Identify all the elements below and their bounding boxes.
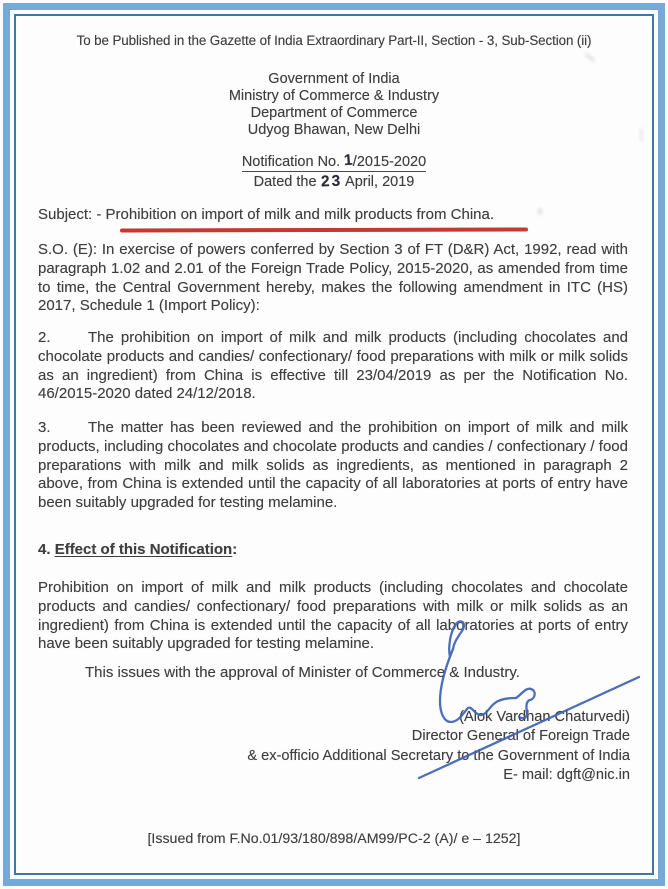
- gazette-publish-line: To be Published in the Gazette of India Extraordinary Part-II, Section - 3, Sub-Section (ii): [76, 33, 592, 48]
- red-hand-underline: [120, 227, 528, 232]
- section-4-heading: 4. Effect of this Notification:: [38, 541, 238, 558]
- scan-smudge: [640, 128, 643, 142]
- paragraph-3-text: The matter has been reviewed and the prohibition on import of milk and milk products, including chocolates and chocolate products and candies / confectionary / food preparations with milk and milk solids as ingredients, as mentioned in paragraph 2 above, from China is extended until the capacity of all laboratories at ports of entry have been suitably upgraded for testing melamine.: [38, 419, 628, 512]
- paragraph-3: [38, 419, 628, 513]
- subject-label: Subject: -: [38, 206, 106, 223]
- paragraph-4: Prohibition on import of milk and milk products (including chocolates and chocolate products and candies/ confectionary/ food preparations with milk or milk solids as an ingredient) from China is extended until the capacity of all laboratories at ports of entry have been suitably upgraded for testing melamine.: [38, 579, 628, 653]
- letterhead-address: Udyog Bhawan, New Delhi: [247, 122, 421, 138]
- subject-line: [38, 206, 638, 223]
- handwritten-notification-number: 1: [343, 151, 354, 170]
- dated-line: Dated the 23 April, 2019: [253, 172, 415, 191]
- letterhead-government: Government of India: [268, 71, 400, 87]
- subject-text: Prohibition on import of milk and milk products from China.: [105, 206, 495, 223]
- signatory-name: (Alok Vardhan Chaturvedi): [459, 709, 630, 725]
- paragraph-2-number: 2.: [38, 329, 51, 346]
- section-4-number: 4.: [38, 541, 55, 558]
- handwritten-date-day: 23: [320, 172, 343, 191]
- scan-smudge: [538, 208, 542, 215]
- file-reference-footer: [Issued from F.No.01/93/180/898/AM99/PC-2 (A)/ e – 1252]: [147, 831, 521, 847]
- paragraph-so: S.O. (E): In exercise of powers conferred by Section 3 of FT (D&R) Act, 1992, read with paragraph 1.02 and 2.01 of the Foreign Trade Policy, 2015-2020, as amended from time to time, the Central Government hereby, makes the following amendment in ITC (HS) 2017, Schedule 1 (Import Policy):: [38, 241, 628, 315]
- notification-number-line: [38, 153, 630, 171]
- signatory-email: E- mail: dgft@nic.in: [503, 767, 630, 784]
- paragraph-3-number: 3.: [38, 419, 51, 436]
- paragraph-2-text: The prohibition on import of milk and milk products (including chocolates and chocolate products and candies/ confectionary/ food preparations with milk or milk solids as an ingredient) from China is effective till 23/04/2019 as per the Notification No. 46/2015-2020 dated 24/12/2018.: [38, 329, 628, 403]
- signatory-title-1: Director General of Foreign Trade: [411, 728, 630, 745]
- paragraph-2: [38, 329, 628, 404]
- signatory-title-2: & ex-officio Additional Secretary to the Government of India: [247, 747, 630, 764]
- letterhead: [38, 71, 630, 139]
- approval-line: This issues with the approval of Minister of Commerce & Industry.: [85, 664, 520, 681]
- letterhead-ministry: Ministry of Commerce & Industry: [228, 88, 440, 104]
- section-4-title: Effect of this Notification: [54, 541, 233, 558]
- scan-smudge: [584, 53, 595, 63]
- signatory-block: [38, 708, 630, 786]
- letterhead-department: Department of Commerce: [250, 105, 418, 121]
- notification-number: Notification No. 1/2015-2020: [241, 151, 427, 170]
